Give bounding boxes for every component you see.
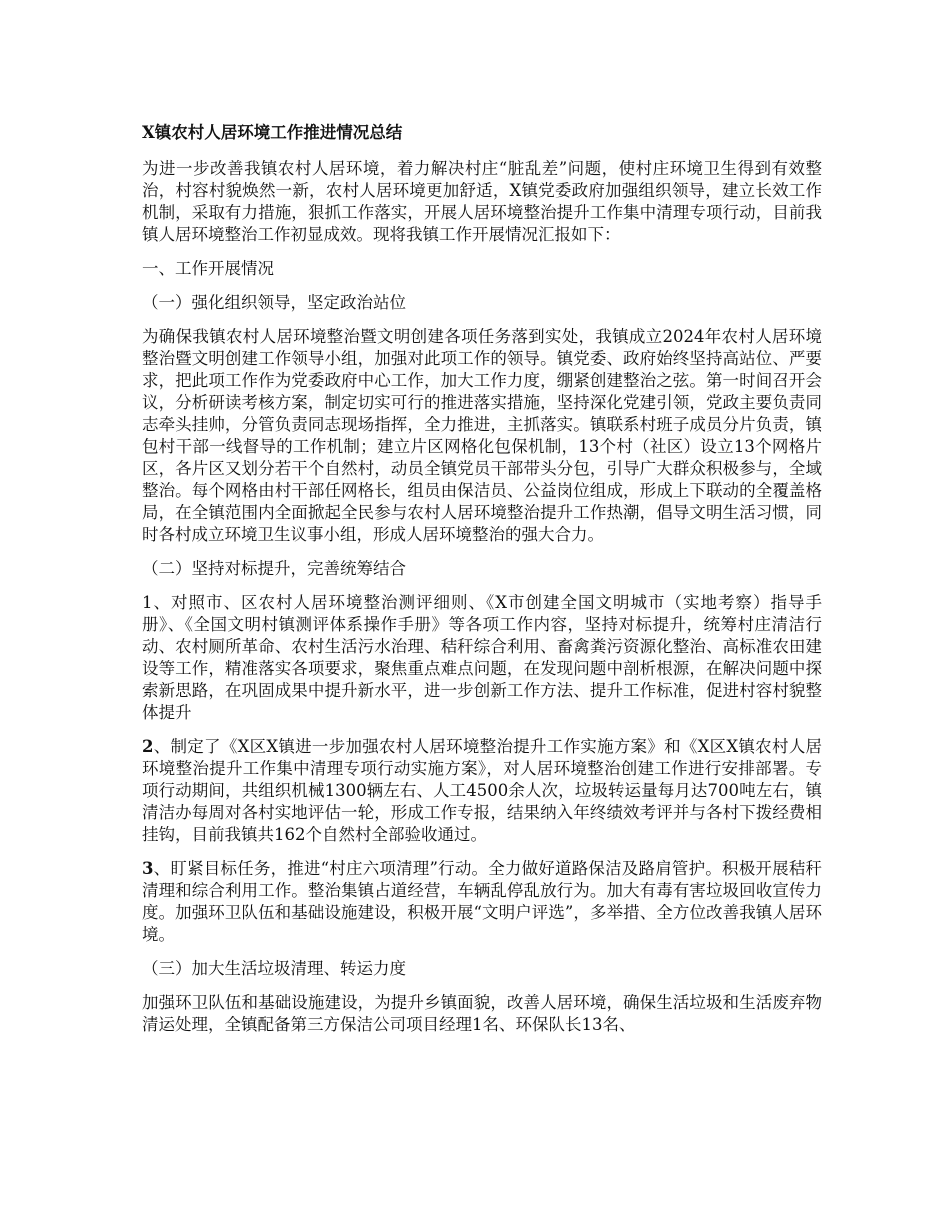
subsection-heading-2: （二）坚持对标提升，完善统筹结合: [142, 559, 406, 578]
section-heading-1: 一、工作开展情况: [142, 259, 274, 278]
item-1-paragraph: 1、对照市、区农村人居环境整治测评细则、《X市创建全国文明城市（实地考察）指导手册》、《全国文明村镇测评体系操作手册》等各项工作内容，坚持对标提升，统筹村庄清洁行动、农村厕所革命、农村生活污水治理、秸秆综合利用、畜禽粪污资源化整治、高标准农田建设等工作，精准落实各项要求，聚焦重点难点问题，在发现问题中剖析根源，在解决问题中探索新思路，在巩固成果中提升新水平，进一步创新工作方法、提升工作标准，促进村容村貌整体提升: [142, 593, 822, 722]
subsection-heading-3: （三）加大生活垃圾清理、转运力度: [142, 959, 406, 978]
subsection-1-body: 为确保我镇农村人居环境整治暨文明创建各项任务落到实处，我镇成立2024年农村人居环境整治暨文明创建工作领导小组，加强对此项工作的领导。镇党委、政府始终坚持高站位、严要求，把此项工作作为党委政府中心工作，加大工作力度，绷紧创建整治之弦。第一时间召开会议，分析研读考核方案，制定切实可行的推进落实措施，坚持深化党建引领，党政主要负责同志牵头挂帅，分管负责同志现场指挥，全力推进，主抓落实。镇联系村班子成员分片负责，镇包村干部一线督导的工作机制；建立片区网格化包保机制，13个村（社区）设立13个网格片区，各片区又划分若干个自然村，动员全镇党员干部带头分包，引导广大群众积极参与，全域整治。每个网格由村干部任网格长，组员由保洁员、公益岗位组成，形成上下联动的全覆盖格局，在全镇范围内全面掀起全民参与农村人居环境整治提升工作热潮，倡导文明生活习惯，同时各村成立环境卫生议事小组，形成人居环境整治的强大合力。: [142, 327, 822, 544]
item-2-text: 、制定了《X区X镇进一步加强农村人居环境整治提升工作实施方案》和《X区X镇农村人居环境整治提升工作集中清理专项行动实施方案》，对人居环境整治创建工作进行安排部署。专项行动期间，共组织机械1300辆左右、人工4500余人次，垃圾转运量每月达700吨左右，镇清洁办每周对各村实地评估一轮，形成工作专报，结果纳入年终绩效考评并与各村下拨经费相挂钩，目前我镇共162个自然村全部验收通过。: [142, 737, 822, 844]
item-3-paragraph: [142, 858, 822, 946]
item-3-number: 3: [142, 859, 154, 878]
item-3-text: 、盯紧目标任务，推进“村庄六项清理”行动。全力做好道路保洁及路肩管护。积极开展秸秆清理和综合利用工作。整治集镇占道经营，车辆乱停乱放行为。加大有毒有害垃圾回收宣传力度。加强环卫队伍和基础设施建设，积极开展“文明户评选”，多举措、全方位改善我镇人居环境。: [142, 859, 822, 944]
document-title: X镇农村人居环境工作推进情况总结: [142, 123, 403, 142]
item-2-number: 2: [142, 737, 154, 756]
document-page: [142, 122, 822, 1048]
intro-paragraph: 为进一步改善我镇农村人居环境，着力解决村庄“脏乱差”问题，使村庄环境卫生得到有效整治，村容村貌焕然一新，农村人居环境更加舒适，X镇党委政府加强组织领导，建立长效工作机制，采取有力措施，狠抓工作落实，开展人居环境整治提升工作集中清理专项行动，目前我镇人居环境整治工作初显成效。现将我镇工作开展情况汇报如下：: [142, 159, 822, 244]
subsection-heading-1: （一）强化组织领导，坚定政治站位: [142, 293, 406, 312]
item-2-paragraph: [142, 736, 822, 846]
subsection-3-body: 加强环卫队伍和基础设施建设，为提升乡镇面貌，改善人居环境，确保生活垃圾和生活废弃物清运处理，全镇配备第三方保洁公司项目经理1名、环保队长13名、: [142, 993, 822, 1034]
